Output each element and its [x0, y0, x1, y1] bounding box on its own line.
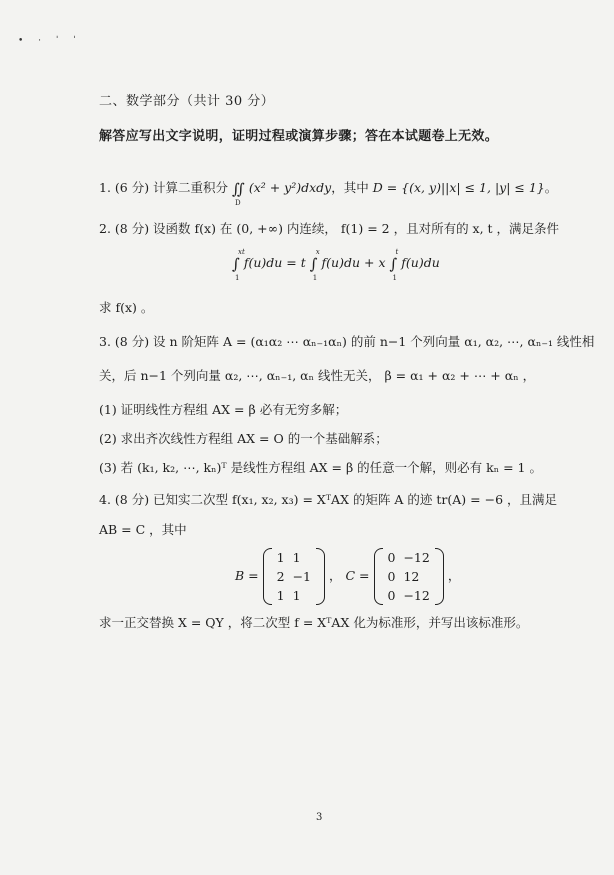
question-2-equation [232, 248, 440, 282]
matrix-b-label: B = [235, 568, 259, 583]
question-3-part3: (3) 若 (k₁, k₂, ⋯, kₙ)ᵀ 是线性方程组 AX = β 的任意一个解，则必有 kₙ = 1 。 [99, 460, 542, 475]
int3-upper: t [395, 248, 399, 256]
question-4-final: 求一正交替换 X = QY ，将二次型 f = XᵀAX 化为标准形，并写出该标准形。 [99, 615, 529, 630]
matrix-b-cell: 2 [276, 569, 285, 584]
question-2-line1: 2. (8 分) 设函数 f(x) 在 (0, +∞) 内连续， f(1) = 2 ，且对所有的 x, t ，满足条件 [99, 221, 560, 236]
question-3-part2: (2) 求出齐次线性方程组 AX = O 的一个基础解系； [99, 431, 388, 446]
matrix-c-label: C = [345, 568, 370, 583]
matrix-c-cell: 0 [387, 550, 396, 565]
q1-text-b: ，其中 [331, 180, 369, 195]
int2-body: f(u)du + x [321, 255, 386, 270]
matrix-c [374, 548, 444, 605]
matrix-c-cell: −12 [403, 588, 430, 603]
matrix-c-cell: 0 [387, 569, 396, 584]
section-title: 二、数学部分（共计 30 分） [99, 94, 275, 109]
int1-upper: xt [238, 248, 245, 256]
instruction-text: 解答应写出文字说明，证明过程或演算步骤；答在本试题卷上无效。 [99, 129, 499, 144]
page-number: 3 [316, 812, 323, 823]
question-4-line2: AB = C ，其中 [99, 522, 187, 537]
matrix-end: ， [447, 568, 461, 583]
matrix-b-cell: 1 [276, 588, 285, 603]
matrix-separator: ， [329, 568, 342, 583]
int2-lower: 1 [312, 274, 318, 282]
question-3-part1: (1) 证明线性方程组 AX = β 必有无穷多解； [99, 402, 348, 417]
matrix-b-cell: 1 [292, 550, 301, 565]
integral-symbol: ∫ x 1 [309, 248, 320, 282]
int2-upper: x [315, 248, 320, 256]
int3-body: f(u)du [401, 255, 440, 270]
matrix-c-cell: 12 [403, 569, 420, 584]
question-2-ask: 求 f(x) 。 [99, 300, 154, 315]
int1-lower: 1 [235, 274, 240, 282]
question-4-line1: 4. (8 分) 已知实二次型 f(x₁, x₂, x₃) = XᵀAX 的矩阵 A 的迹 tr(A) = −6 ，且满足 [99, 492, 557, 507]
integral-symbol: ∫ t 1 [389, 248, 399, 282]
double-integral-symbol: ∬ D [232, 180, 245, 207]
int3-lower: 1 [392, 274, 397, 282]
matrix-c-table [384, 548, 434, 605]
matrix-b-cell: 1 [276, 550, 285, 565]
integral-symbol: ∫ xt 1 [232, 248, 245, 282]
q1-region-def: D = {(x, y)||x| ≤ 1, |y| ≤ 1} [372, 180, 545, 195]
question-1 [99, 180, 558, 207]
question-4-matrices [235, 548, 460, 605]
matrix-c-cell: −12 [403, 550, 430, 565]
matrix-c-cell: 0 [387, 588, 396, 603]
q1-end: 。 [544, 180, 558, 195]
q1-integrand: (x² + y²)dxdy [248, 180, 332, 195]
int1-body: f(u)du = t [243, 255, 306, 270]
matrix-b-table [273, 548, 315, 605]
question-3-line1: 3. (8 分) 设 n 阶矩阵 A = (α₁α₂ ⋯ αₙ₋₁αₙ) 的前 n−1 个列向量 α₁, α₂, ⋯, αₙ₋₁ 线性相 [99, 334, 595, 349]
q1-text-a: 1. (6 分) 计算二重积分 [99, 180, 229, 195]
integral-region-label: D [235, 198, 241, 207]
matrix-b-cell: 1 [292, 588, 301, 603]
corner-marks: • · ˈ ˈ [18, 36, 82, 46]
question-3-line2: 关，后 n−1 个列向量 α₂, ⋯, αₙ₋₁, αₙ 线性无关， β = α₁ + α₂ + ⋯ + αₙ ， [99, 368, 536, 383]
matrix-b-cell: −1 [292, 569, 312, 584]
matrix-b [263, 548, 325, 605]
